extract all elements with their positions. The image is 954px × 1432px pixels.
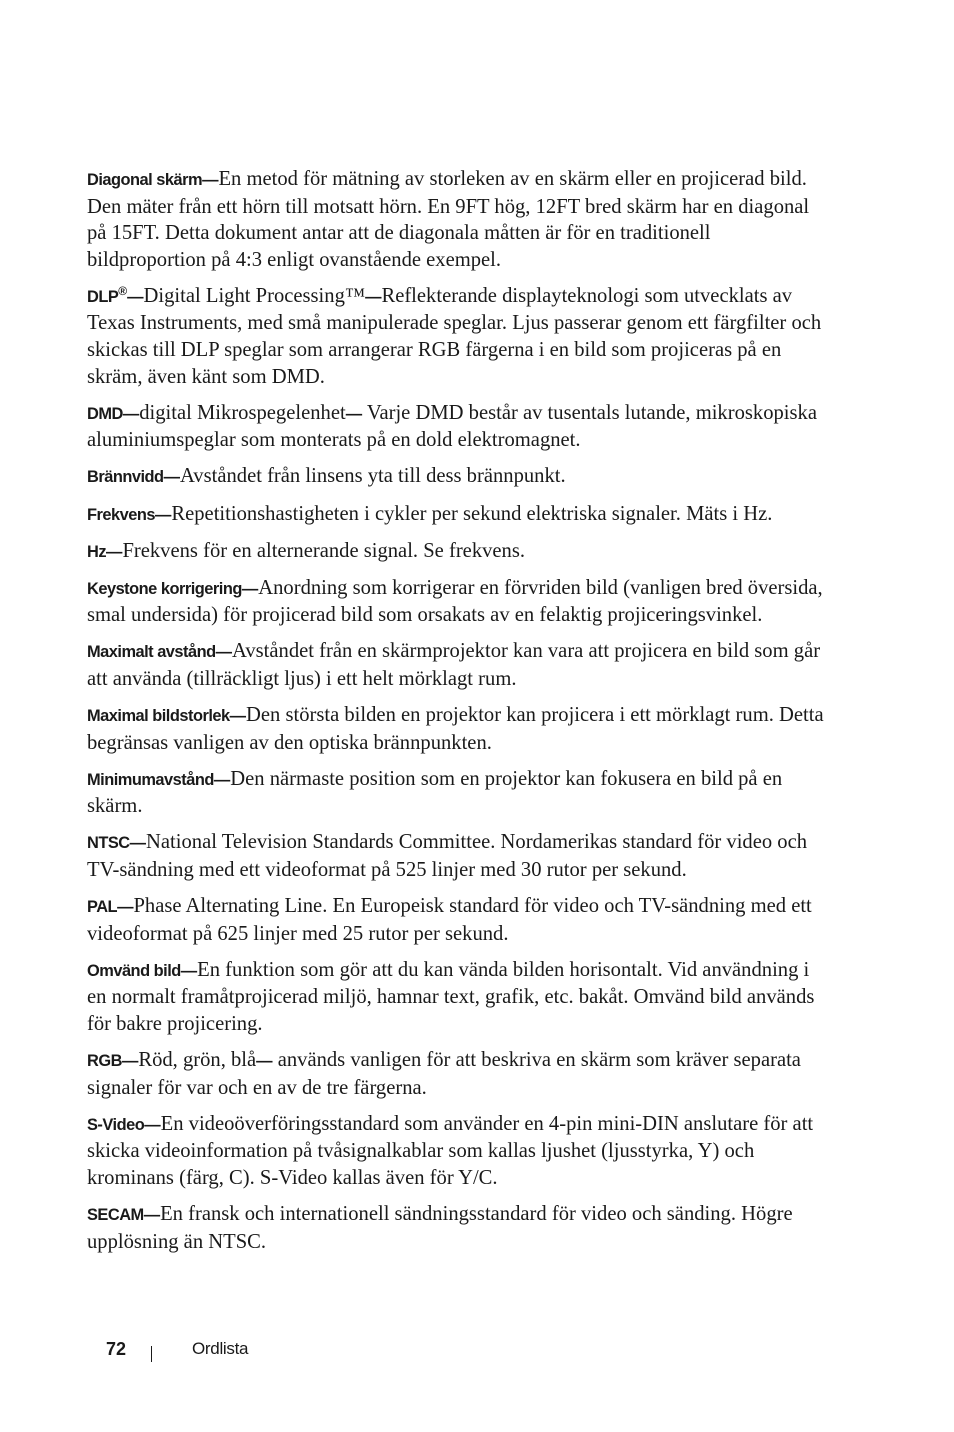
glossary-definition: Den största bilden en projektor kan projicera i ett mörklagt rum. Detta begränsas vanligen av den optiska brännpunkten. — [87, 704, 824, 754]
glossary-entry-keystone-korrigering: Keystone korrigering—Anordning som korrigerar en förvriden bild (vanligen bred översida, smal undersida) för projicerad bild som orsakats av en felaktig projiceringsvinkel. — [87, 576, 823, 627]
glossary-definition: Varje DMD består av tusentals lutande, mikroskopiska aluminiumspeglar som monterats på en dold elektromagnet. — [87, 401, 817, 452]
glossary-entry-maximalt-avstand: Maximalt avstånd—Avståndet från en skärmprojektor kan vara att projicera en bild som går att använda (tillräckligt ljus) i ett helt mörklagt rum. — [87, 640, 821, 690]
glossary-definition: En videoöverföringsstandard som använder en 4-pin mini-DIN anslutare för att skicka videoinformation på tvåsignalkablar som kallas ljushet (ljusstyrka, Y) och krominans (färg, C). S-Video kallas även för Y/C. — [87, 1112, 814, 1189]
glossary-term: Maximalt avstånd — [87, 643, 216, 662]
glossary-list — [87, 166, 827, 1265]
glossary-term: Frekvens — [87, 505, 155, 524]
glossary-definition: En funktion som gör att du kan vända bilden horisontalt. Vid användning i en normalt framåtprojicerad miljö, hamnar text, grafik, etc. bakåt. Omvänd bild används för bakre projicering. — [87, 958, 815, 1036]
glossary-definition: En fransk och internationell sändningsstandard för video och sänding. Högre upplösning än NTSC. — [87, 1203, 793, 1253]
glossary-term: Brännvidd — [87, 468, 164, 487]
glossary-entry-secam: SECAM—En fransk och internationell sändningsstandard för video och sänding. Högre upplösning än NTSC. — [87, 1203, 793, 1253]
glossary-definition: Reflekterande displayteknologi som utvecklats av Texas Instruments, med små manipulerade speglar. Ljus passerar genom ett färgfilter och skickas till DLP speglar som arrangerar RGB färgerna i en bild som projiceras på en skräm, även känt som DMD. — [87, 284, 822, 388]
page-number: 72 — [106, 1339, 127, 1359]
glossary-definition: Anordning som korrigerar en förvriden bild (vanligen bred översida, smal undersida) för projicerad bild som orsakats av en felaktig projiceringsvinkel. — [87, 576, 823, 627]
glossary-term: NTSC — [87, 834, 130, 853]
glossary-definition: Avståndet från linsens yta till dess brännpunkt. — [179, 465, 566, 488]
glossary-term: Hz — [87, 542, 107, 561]
footer-divider — [151, 1346, 152, 1362]
glossary-entry-omvand-bild: Omvänd bild—En funktion som gör att du kan vända bilden horisontalt. Vid användning i en normalt framåtprojicerad miljö, hamnar text, grafik, etc. bakåt. Omvänd bild används för bakre projicering. — [87, 958, 815, 1036]
glossary-expansion: Röd, grön, blå — [138, 1049, 257, 1072]
glossary-entry-minimumavstand: Minimumavstånd—Den närmaste position som en projektor kan fokusera en bild på en skärm. — [87, 767, 783, 818]
glossary-entry-brannvidd: Brännvidd—Avståndet från linsens yta till dess brännpunkt. — [87, 465, 566, 488]
glossary-expansion: digital Mikrospegelenhet — [139, 401, 346, 424]
glossary-term: Diagonal skärm — [87, 171, 203, 189]
glossary-term: S-Video — [87, 1115, 145, 1134]
glossary-definition: National Television Standards Committee. Nordamerikas standard för video och TV-sändning med ett videoformat på 525 linjer med 30 rutor per sekund. — [87, 831, 808, 882]
glossary-definition: Avståndet från en skärmprojektor kan vara att projicera en bild som går att använda (tillräckligt ljus) i ett helt mörklagt rum. — [87, 640, 821, 690]
glossary-entry-dlp: DLP®—Digital Light Processing™—Reflekterande displayteknologi som utvecklats av Texas Instruments, med små manipulerade speglar. Ljus passerar genom ett färgfilter och skickas till DLP speglar som arrangerar RGB färgerna i en bild som projiceras på en skräm, även känt som DMD. — [87, 283, 822, 388]
registered-mark: ® — [118, 283, 128, 298]
glossary-term: PAL — [87, 898, 118, 917]
glossary-term: DLP — [87, 287, 119, 306]
glossary-term: DMD — [87, 404, 123, 423]
page-footer — [0, 1336, 954, 1366]
glossary-entry-pal: PAL—Phase Alternating Line. En Europeisk standard för video och TV-sändning med ett videoformat på 625 linjer med 25 rutor per sekund. — [87, 895, 812, 945]
glossary-entry-dmd: DMD—digital Mikrospegelenhet— Varje DMD består av tusentals lutande, mikroskopiska aluminiumspeglar som monterats på en dold elektromagnet. — [87, 401, 817, 452]
glossary-definition: Repetitionshastigheten i cykler per sekund elektriska signaler. Mäts i Hz. — [171, 502, 773, 525]
glossary-term: Minimumavstånd — [87, 770, 214, 789]
glossary-definition: Frekvens för en alternerande signal. Se frekvens. — [122, 539, 526, 562]
glossary-entry-frekvens: Frekvens—Repetitionshastigheten i cykler per sekund elektriska signaler. Mäts i Hz. — [87, 502, 773, 525]
glossary-entry-ntsc: NTSC—National Television Standards Committee. Nordamerikas standard för video och TV-sändning med ett videoformat på 525 linjer med 30 rutor per sekund. — [87, 831, 808, 882]
glossary-entry-hz: Hz—Frekvens för en alternerande signal. Se frekvens. — [87, 539, 526, 562]
glossary-definition: En metod för mätning av storleken av en skärm eller en projicerad bild. Den mäter från ett hörn till motsatt hörn. En 9FT hög, 12FT bred skärm har en diagonal på 15FT. Detta dokument antar att de diagonala måtten är för en traditionell bildproportion på 4:3 enligt ovanstående exempel. — [87, 168, 810, 271]
glossary-term: RGB — [87, 1052, 122, 1071]
glossary-entry-maximal-bildstorlek: Maximal bildstorlek—Den största bilden en projektor kan projicera i ett mörklagt rum. Detta begränsas vanligen av den optiska brännpunkten. — [87, 704, 824, 754]
glossary-term: Omvänd bild — [87, 961, 181, 980]
glossary-definition: används vanligen för att beskriva en skärm som kräver separata signaler för var och en av de tre färgerna. — [87, 1049, 801, 1099]
glossary-expansion: Digital Light Processing™ — [143, 284, 366, 307]
glossary-definition: Den närmaste position som en projektor kan fokusera en bild på en skärm. — [87, 767, 783, 818]
glossary-entry-diagonal-skarm: Diagonal skärm—En metod för mätning av storleken av en skärm eller en projicerad bild. Den mäter från ett hörn till motsatt hörn. En 9FT hög, 12FT bred skärm har en diagonal på 15FT. Detta dokument antar att de diagonala måtten är för en traditionell bildproportion på 4:3 enligt ovanstående exempel. — [87, 168, 810, 271]
glossary-term: Keystone korrigering — [87, 579, 242, 598]
glossary-term: Maximal bildstorlek — [87, 707, 230, 726]
glossary-entry-rgb: RGB—Röd, grön, blå— används vanligen för att beskriva en skärm som kräver separata signaler för var och en av de tre färgerna. — [87, 1049, 801, 1099]
glossary-term: SECAM — [87, 1206, 144, 1225]
glossary-definition: Phase Alternating Line. En Europeisk standard för video och TV-sändning med ett videoformat på 625 linjer med 25 rutor per sekund. — [87, 895, 812, 945]
section-label: Ordlista — [192, 1339, 249, 1358]
glossary-entry-s-video: S-Video—En videoöverföringsstandard som använder en 4-pin mini-DIN anslutare för att skicka videoinformation på tvåsignalkablar som kallas ljushet (ljusstyrka, Y) och krominans (färg, C). S-Video kallas även för Y/C. — [87, 1112, 814, 1189]
